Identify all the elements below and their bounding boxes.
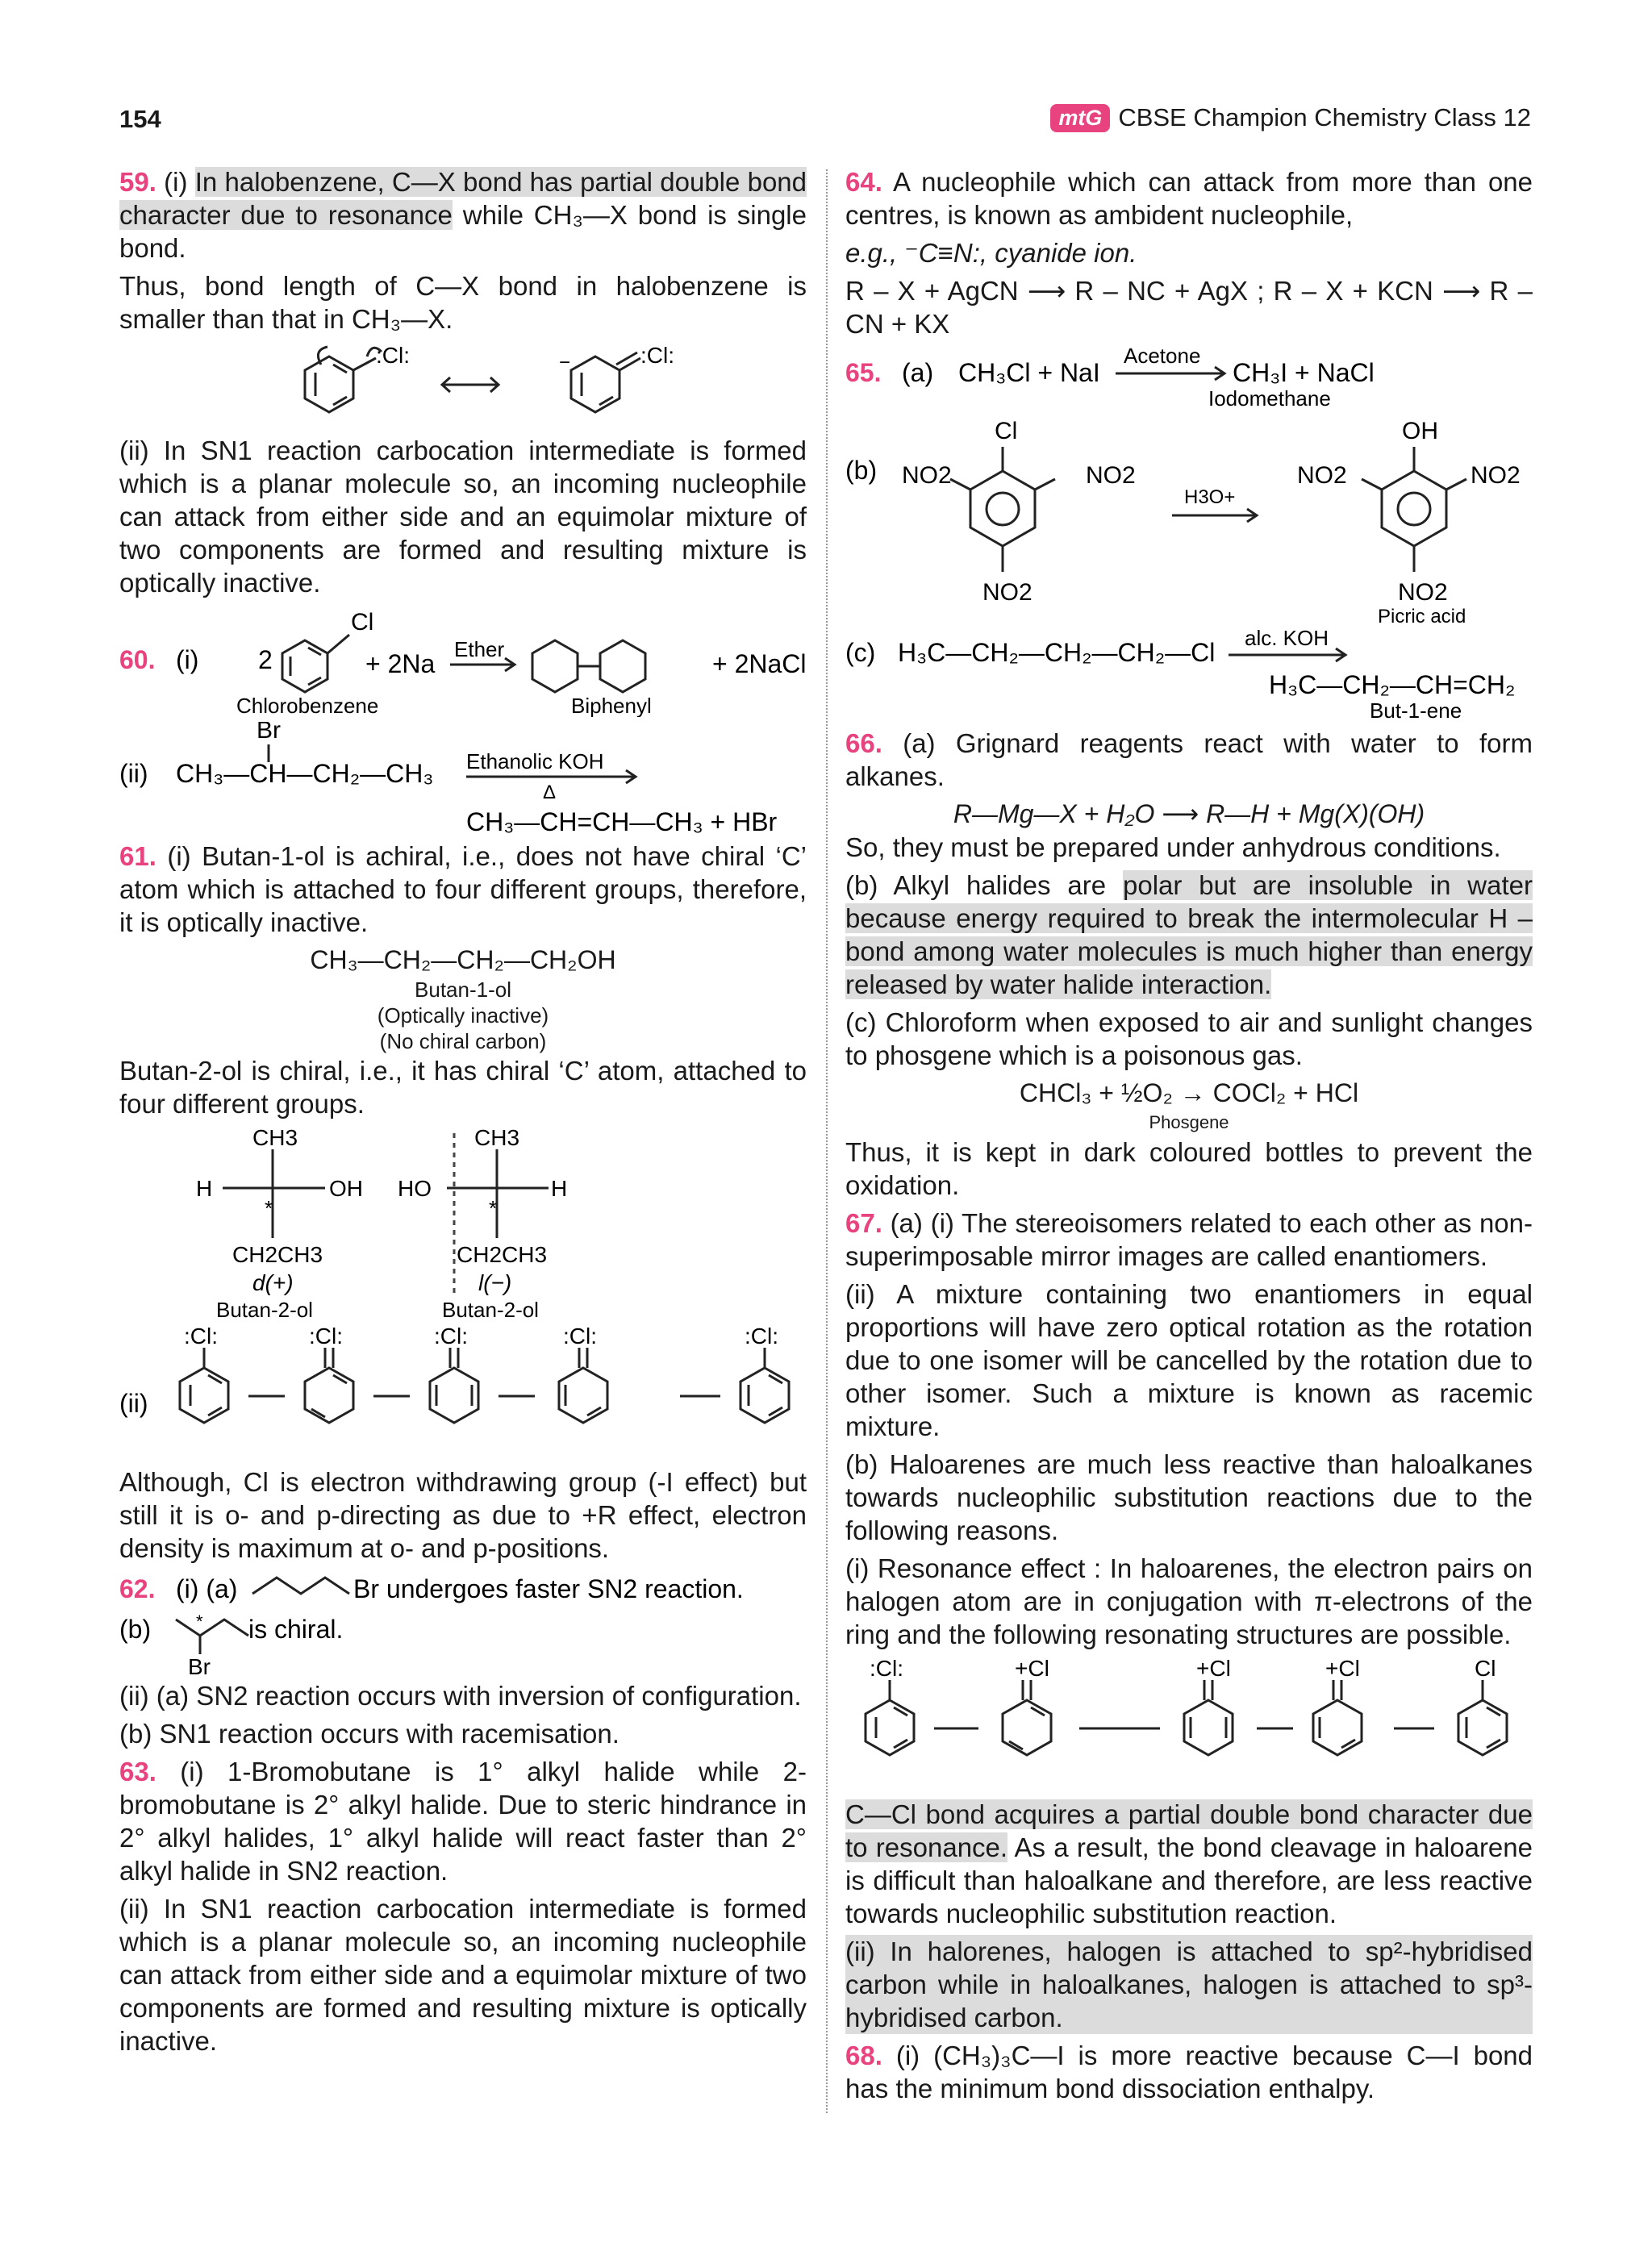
svg-text:H₃C—CH₂—CH₂—CH₂—Cl: H₃C—CH₂—CH₂—CH₂—Cl: [898, 638, 1216, 667]
dehydrohalogenation-figure: [119, 722, 807, 835]
svg-text:65.: 65.: [845, 358, 882, 387]
svg-text:l(−): l(−): [478, 1270, 512, 1295]
svg-text:HO: HO: [398, 1176, 432, 1201]
answer-66-so: So, they must be prepared under anhydrous conditions.: [845, 832, 1501, 862]
svg-text:Cl: Cl: [1475, 1656, 1496, 1681]
answer-63: 63. (i) 1-Bromobutane is 1° alkyl halide while 2-bromobutane is 2° alkyl halide. Due to steric hindrance in 2° alkyl halides, 1° alkyl halide will react faster than 2° alkyl halide in SN2 reaction.: [119, 1757, 807, 1886]
svg-text:*: *: [265, 1196, 273, 1220]
answer-67-aii: (ii) A mixture containing two enantiomers in equal proportions will have zero optical rotation as the rotation due to one isomer will be cancelled by the rotation due to other isomer. Such a mixture is known as racemic mixture.: [845, 1279, 1533, 1441]
answer-67-ii: (ii) In halorenes, halogen is attached to sp²-hybridised carbon while in haloalkanes, halogen is attached to sp³-hybridised carbon.: [845, 1936, 1533, 2032]
svg-text::Cl:: :Cl:: [563, 1324, 597, 1349]
svg-text:Cl: Cl: [995, 418, 1018, 444]
chlorobenzene-resonance-figure: [119, 1324, 807, 1461]
fittig-reaction-figure: [119, 604, 807, 717]
svg-text:Cl: Cl: [351, 609, 374, 636]
answer-59-thus: Thus, bond length of C—X bond in halobenzene is smaller than that in CH₃—X.: [119, 271, 807, 334]
svg-text:Br: Br: [188, 1654, 211, 1674]
svg-text:CH₃Cl + NaI: CH₃Cl + NaI: [958, 358, 1100, 387]
svg-text:+Cl: +Cl: [1196, 1656, 1231, 1681]
butan-2-ol-text: Butan-2-ol is chiral, i.e., it has chiral ‘C’ atom, attached to four different groups.: [119, 1056, 807, 1119]
svg-text:+ 2Na: + 2Na: [365, 649, 436, 678]
answer-66: 66. (a) Grignard reagents react with water to form alkanes.: [845, 728, 1533, 791]
q60-number: 60.: [119, 645, 156, 674]
answer-67-b: (b) Haloarenes are much less reactive than haloalkanes towards nucleophilic substitution reactions due to the following reasons.: [845, 1449, 1533, 1545]
answer-67-ccl: C—Cl bond acquires a partial double bond character due to resonance. As a result, the bond cleavage in haloarene is difficult than haloalkane and therefore, are less reactive towards nucleophilic substitution reaction.: [845, 1799, 1533, 1928]
svg-text:(ii): (ii): [119, 1389, 148, 1418]
svg-text:But-1-ene: But-1-ene: [1370, 698, 1462, 722]
svg-text:H: H: [551, 1176, 568, 1201]
but-1-ene-reaction-figure: [845, 629, 1533, 722]
svg-text:Iodomethane: Iodomethane: [1208, 386, 1331, 410]
svg-text:Ethanolic KOH: Ethanolic KOH: [466, 749, 604, 773]
svg-text::Cl:: :Cl:: [870, 1656, 903, 1681]
column-divider: [826, 169, 828, 2113]
svg-text::Cl:: :Cl:: [184, 1324, 218, 1349]
page-number: 154: [119, 105, 161, 133]
answer-66-thus: Thus, it is kept in dark coloured bottles to prevent the oxidation.: [845, 1137, 1533, 1200]
svg-text:(c): (c): [845, 638, 876, 667]
haloarene-resonance-figure: [845, 1656, 1533, 1793]
svg-text:*: *: [489, 1196, 498, 1220]
butan-1-ol-formula: CH₃—CH₂—CH₂—CH₂OH: [310, 945, 616, 974]
svg-text:NO2: NO2: [1086, 462, 1136, 489]
highlight-66b: polar but are insoluble in water because energy required to break the intermolecular H – bond among water molecules is much higher than energy released by water halide interaction.: [845, 870, 1533, 999]
answer-66-c: (c) Chloroform when exposed to air and sunlight changes to phosgene which is a poisonous gas.: [845, 1007, 1533, 1070]
svg-text:Ether: Ether: [454, 637, 505, 661]
svg-text:Br: Br: [257, 722, 281, 744]
answer-63-ii: (ii) In SN1 reaction carbocation intermediate is formed which is a planar molecule so, an incoming nucleophile can attack from either side and a equimolar mixture of two components are formed and resulting mixture is optically inactive.: [119, 1894, 807, 2056]
svg-text:NO2: NO2: [982, 579, 1032, 606]
answer-59-ii: (ii) In SN1 reaction carbocation intermediate is formed which is a planar molecule so, an incoming nucleophile can attack from either side and an equimolar mixture of two components are formed and resulting mixture is optically inactive.: [119, 436, 807, 598]
svg-text:+Cl: +Cl: [1015, 1656, 1049, 1681]
svg-text:NO2: NO2: [1398, 579, 1448, 606]
answer-64: 64. A nucleophile which can attack from more than one centres, is known as ambident nucleophile,: [845, 167, 1533, 230]
finkelstein-reaction-figure: [845, 345, 1533, 410]
answer-66-b: (b) Alkyl halides are polar but are insoluble in water because energy required to break the intermolecular H – bond among water molecules is much higher than energy released by water halide interaction.: [845, 870, 1533, 999]
answer-59: 59. (i) In halobenzene, C—X bond has partial double bond character due to resonance while CH₃—X bond is single bond.: [119, 167, 807, 263]
svg-text:d(+): d(+): [252, 1270, 294, 1295]
answer-62-ii-a: (ii) (a) SN2 reaction occurs with inversion of configuration.: [119, 1681, 802, 1711]
fischer-projections-figure: [119, 1125, 807, 1319]
svg-text:CH₃—CH=CH—CH₃ + HBr: CH₃—CH=CH—CH₃ + HBr: [466, 807, 778, 835]
svg-text:CH₃I + NaCl: CH₃I + NaCl: [1233, 358, 1375, 387]
svg-text:Butan-2-ol: Butan-2-ol: [216, 1298, 313, 1319]
svg-text::Cl:: :Cl:: [309, 1324, 343, 1349]
svg-text:+ 2NaCl: + 2NaCl: [712, 649, 807, 678]
svg-text:H: H: [196, 1176, 213, 1201]
svg-text:(b): (b): [845, 456, 878, 485]
grignard-equation: R—Mg—X + H₂O ⟶ R—H + Mg(X)(OH): [953, 799, 1425, 828]
svg-text:(i): (i): [176, 645, 199, 674]
highlight-67-ccl: C—Cl bond acquires a partial double bond character due to resonance.: [845, 1799, 1533, 1862]
answer-61: 61. (i) Butan-1-ol is achiral, i.e., does not have chiral ‘C’ atom which is attached to four different groups, therefore, it is optically inactive.: [119, 841, 807, 937]
svg-text:62.: 62.: [119, 1574, 156, 1603]
svg-text::Cl:: :Cl:: [745, 1324, 778, 1349]
svg-text:is chiral.: is chiral.: [248, 1615, 344, 1644]
svg-text:(ii): (ii): [119, 759, 148, 788]
svg-text:CH3: CH3: [474, 1125, 520, 1150]
phosgene-label: Phosgene: [1149, 1112, 1229, 1132]
svg-text:2: 2: [258, 645, 273, 674]
alkyl-halide-structures-figure: [119, 1570, 807, 1674]
mtg-logo: mtG: [1050, 104, 1110, 132]
svg-text:H3O+: H3O+: [1184, 486, 1236, 508]
answer-67-bi: (i) Resonance effect : In haloarenes, the electron pairs on halogen atom are in conjugation with π-electrons of the ring and the following resonating structures are possible.: [845, 1553, 1533, 1649]
highlight-59: In halobenzene, C—X bond has partial double bond character due to resonance: [119, 167, 807, 230]
svg-text:CH2CH3: CH2CH3: [232, 1242, 323, 1267]
halobenzene-resonance-figure: [119, 340, 807, 429]
svg-text:*: *: [196, 1611, 203, 1632]
cl-label: :Cl:: [376, 343, 410, 368]
svg-text:Picric acid: Picric acid: [1378, 606, 1466, 624]
svg-text:OH: OH: [329, 1176, 363, 1201]
svg-text:NO2: NO2: [1297, 462, 1347, 489]
svg-text:Acetone: Acetone: [1124, 345, 1201, 368]
cl-plus-label: :Cl:: [640, 343, 674, 368]
svg-text:NO2: NO2: [1471, 462, 1521, 489]
answer-64-reaction: R – X + AgCN ⟶ R – NC + AgX ; R – X + KCN ⟶ R – CN + KX: [845, 276, 1533, 339]
svg-text:CH2CH3: CH2CH3: [457, 1242, 548, 1267]
book-title: CBSE Champion Chemistry Class 12: [1118, 103, 1531, 131]
answer-68: 68. (i) (CH₃)₃C—I is more reactive because C—I bond has the minimum bond dissociation enthalpy.: [845, 2041, 1533, 2103]
svg-text:CH3: CH3: [252, 1125, 298, 1150]
svg-text:(a): (a): [902, 358, 934, 387]
answer-62-ii-b: (b) SN1 reaction occurs with racemisation.: [119, 1719, 620, 1749]
svg-text:CH₃—CH—CH₂—CH₃: CH₃—CH—CH₂—CH₃: [176, 759, 434, 788]
phosgene-equation: CHCl₃ + ½O₂ → COCl₂ + HCl: [1019, 1078, 1359, 1107]
svg-text:alc. KOH: alc. KOH: [1245, 629, 1329, 650]
svg-text:H₃C—CH₂—CH=CH₂: H₃C—CH₂—CH=CH₂: [1269, 670, 1516, 699]
minus-sign: −: [559, 352, 571, 373]
answer-67: 67. (a) (i) The stereoisomers related to each other as non-superimposable mirror images are called enantiomers.: [845, 1208, 1533, 1271]
svg-text::Cl:: :Cl:: [434, 1324, 468, 1349]
answer-61-although: Although, Cl is electron withdrawing group (-I effect) but still it is o- and p-directing as due to +R effect, electron density is maximum at o- and p-positions.: [119, 1467, 807, 1563]
right-column: [845, 165, 1533, 2110]
svg-text:Δ: Δ: [543, 782, 557, 803]
picric-acid-figure: [845, 415, 1533, 624]
left-column: 59. (i) In halobenzene, C—X bond has partial double bond character due to resonance while CH₃—X bond is single bond. Thus, bond length of C—X bond in halobenzene is smaller than that in CH₃—X. :Cl: :Cl: − (ii) In SN1 reaction carbocation intermediate is formed which is a planar molecule so, an incoming nucleophile can attack from either side and an equimolar mixture of two components are formed and resulting mixture is optically inactive. 60. (i) 2 Cl + 2Na Ether + 2NaCl Chlorobenzene Biphenyl (ii) Br CH₃—CH—CH₂—CH₃ Ethanolic KOH Δ CH₃—CH=CH—CH₃ + HBr 61. (i) Butan-1-ol is achiral, i.e., does not have chiral ‘C’ atom which is attached to four different groups, therefore, it is optically inactive. CH₃—CH₂—CH₂—CH₂OH Butan-1-ol (Optically inactive) (No chiral carbon) Butan-2-ol is chiral, i.e., it has chiral ‘C’ atom, attached to four different groups. CH3 H OH * CH2CH3 d(+) Butan-2-ol CH3 HO H * CH2CH3 l(−) Butan-2-ol (ii) :Cl: :Cl: :Cl: :Cl: :Cl: Although, Cl is electron withdrawing group (-I effect) but still it is o- and p-directing as due to +R effect, electron density is maximum at o- and p-positions. 62. (i) (a) Br undergoes faster SN2 reaction. (b) * is chiral. Br (ii) (a) SN2 reaction occurs with inversion of configuration. (b) SN1 reaction occurs with racemisation. 63. (i) 1-Bromobutane is 1° alkyl halide while 2-bromobutane is 2° alkyl halide. Due to steric hindrance in 2° alkyl halides, 1° alkyl halide will react faster than 2° alkyl halide in SN2 reaction. (ii) In SN1 reaction carbocation intermediate is formed which is a planar molecule so, an incoming nucleophile can attack from either side and a equimolar mixture of two components are formed and resulting mixture is optically inactive.: [119, 167, 807, 2056]
butan-1-ol-name: Butan-1-ol: [415, 978, 511, 1002]
svg-text:Biphenyl: Biphenyl: [571, 694, 652, 717]
svg-text:Br undergoes faster SN2 reacti: Br undergoes faster SN2 reaction.: [353, 1574, 744, 1603]
svg-text:+Cl: +Cl: [1325, 1656, 1360, 1681]
svg-text:NO2: NO2: [902, 462, 952, 489]
svg-text:Chlorobenzene: Chlorobenzene: [236, 694, 379, 717]
svg-text:(i) (a): (i) (a): [176, 1574, 238, 1603]
svg-text:(b): (b): [119, 1615, 152, 1644]
answer-64-eg: e.g., ⁻C≡N:, cyanide ion.: [845, 238, 1137, 268]
svg-text:Butan-2-ol: Butan-2-ol: [442, 1298, 539, 1319]
running-header: [1050, 103, 1531, 132]
svg-text:OH: OH: [1402, 418, 1438, 444]
